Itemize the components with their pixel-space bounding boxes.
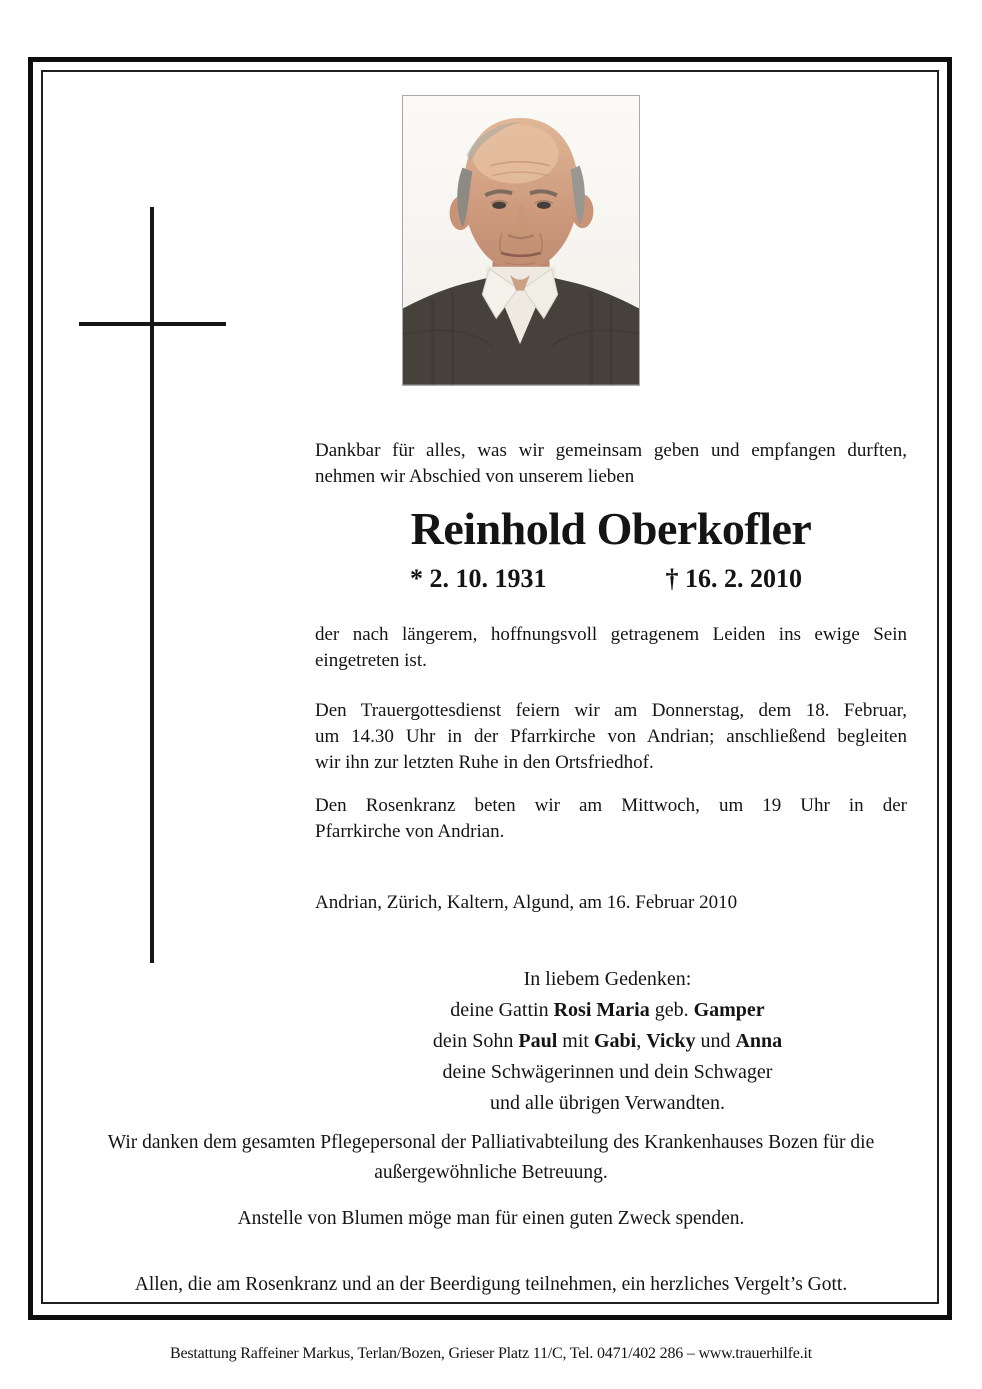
paragraph-line: Den Trauergottesdienst feiern wir am Donnerstag, dem 18. Februar, (315, 700, 907, 721)
memorial-text: geb. (649, 999, 694, 1021)
life-dates (315, 564, 907, 594)
gratitude-text: Allen, die am Rosenkranz und an der Beerdigung teilnehmen, ein herzliches Vergelt’s Gott. (134, 1274, 848, 1295)
memorial-line-son (315, 1026, 900, 1057)
memorial-name: Paul (518, 1030, 558, 1052)
memorial-name: Rosi Maria (553, 999, 650, 1021)
intro-line: nehmen wir Abschied von unserem lieben (315, 466, 635, 487)
memorial-text: dein Sohn (432, 1030, 519, 1052)
intro-text (315, 438, 907, 490)
memorial-text: und alle übrigen Verwandten. (489, 1092, 726, 1114)
death-date: † 16. 2. 2010 (665, 564, 802, 593)
memorial-line-wife (315, 995, 900, 1026)
memorial-line-inlaws (315, 1057, 900, 1088)
memorial-heading: In liebem Gedenken: (523, 968, 692, 990)
obituary-paragraph-rosenkranz (315, 793, 907, 845)
thanks-line: außergewöhnliche Betreuung. (374, 1162, 608, 1183)
memorial-text: mit (557, 1030, 594, 1052)
memorial-name: Anna (735, 1030, 783, 1052)
deceased-name: Reinhold Oberkofler (410, 503, 812, 554)
funeral-home-footer: Bestattung Raffeiner Markus, Terlan/Bozen, Grieser Platz 11/C, Tel. 0471/402 286 – www.trauerhilfe.it (169, 1345, 812, 1362)
place-dateline: Andrian, Zürich, Kaltern, Algund, am 16. Februar 2010 (315, 892, 738, 913)
birth-date: * 2. 10. 1931 (410, 564, 547, 593)
paragraph-line: Pfarrkirche von Andrian. (315, 821, 505, 842)
obituary-paragraph-leiden (315, 622, 907, 674)
paragraph-line: Den Rosenkranz beten wir am Mittwoch, um 19 Uhr in der (315, 795, 907, 816)
memorial-name: Gamper (693, 999, 765, 1021)
memorial-text: deine Gattin (450, 999, 554, 1021)
memorial-text: deine Schwägerinnen und dein Schwager (442, 1061, 773, 1083)
paragraph-line: wir ihn zur letzten Ruhe in den Ortsfriedhof. (315, 752, 654, 773)
flowers-request-text: Anstelle von Blumen möge man für einen guten Zweck spenden. (237, 1208, 745, 1229)
thanks-line: Wir danken dem gesamten Pflegepersonal der Palliativabteilung des Krankenhauses Bozen für die (107, 1132, 875, 1153)
memorial-name: Gabi (593, 1030, 637, 1052)
paragraph-line: eingetreten ist. (315, 650, 427, 671)
memorial-text: , (636, 1030, 647, 1052)
obituary-paragraph-trauergottesdienst (315, 698, 907, 776)
intro-line: Dankbar für alles, was wir gemeinsam geben und empfangen durften, (315, 440, 907, 461)
memorial-line-relatives (315, 1088, 900, 1119)
memorial-text: und (695, 1030, 736, 1052)
cross-vertical-bar (150, 207, 154, 963)
portrait-illustration (403, 96, 639, 385)
memorial-name: Vicky (646, 1030, 696, 1052)
cross-horizontal-bar (79, 322, 226, 326)
memorial-list (315, 964, 900, 1119)
paragraph-line: der nach längerem, hoffnungsvoll getragenem Leiden ins ewige Sein (315, 624, 907, 645)
paragraph-line: um 14.30 Uhr in der Pfarrkirche von Andrian; anschließend begleiten (315, 726, 907, 747)
thanks-text (61, 1128, 921, 1188)
portrait-photo (402, 95, 640, 386)
